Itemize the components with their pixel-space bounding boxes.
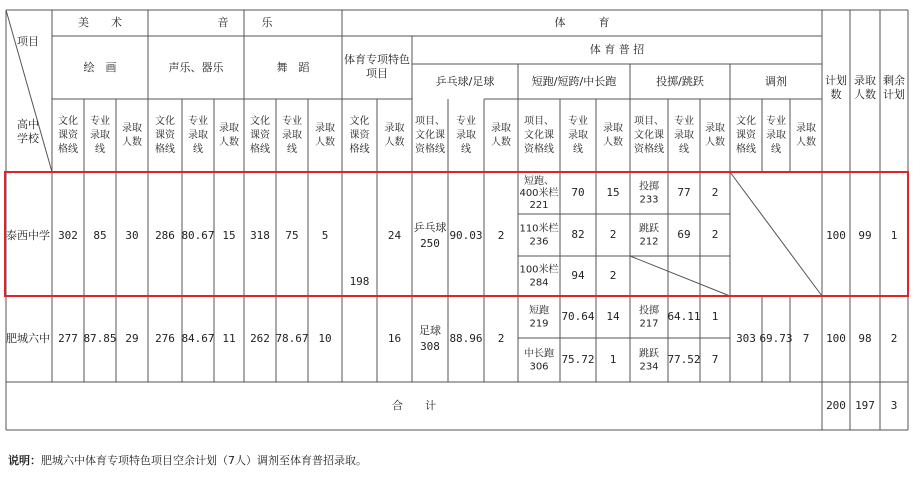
header-culture-line: 格线	[58, 144, 78, 155]
header-major-line: 录取	[568, 130, 588, 141]
item-cell: 234	[639, 361, 659, 373]
total-plan: 100	[826, 332, 846, 345]
score-cell: 276	[155, 332, 175, 345]
header-culture-line: 文化	[736, 116, 756, 127]
item-cell: 中长跑	[524, 348, 554, 360]
header-culture-line: 课资	[349, 130, 370, 141]
header-culture-line: 格线	[349, 144, 370, 155]
header-painting: 绘 画	[83, 61, 117, 74]
score-cell: 69.73	[759, 332, 793, 345]
total-remaining: 3	[890, 399, 898, 412]
table-grid	[6, 10, 908, 430]
header-count: 录取	[122, 123, 142, 134]
score-cell: 2	[609, 269, 617, 282]
score-cell: 77.52	[667, 353, 701, 366]
item-cell: 投掷	[639, 305, 659, 317]
header-count: 录取	[384, 123, 405, 134]
header-major-line: 专业	[766, 116, 786, 127]
header-count: 录取	[491, 123, 511, 134]
item-cell: 221	[529, 200, 549, 211]
score-cell: 64.11	[667, 310, 701, 323]
item-cell: 110米栏	[519, 223, 559, 235]
header-count: 录取	[603, 123, 623, 134]
total-plan: 200	[826, 399, 846, 412]
score-cell: 2	[711, 186, 719, 199]
total-remaining: 2	[890, 332, 898, 345]
item-cell: 233	[639, 194, 659, 206]
score-cell: 82	[571, 228, 585, 241]
header-school: 高中	[17, 118, 39, 131]
header-major-line: 专业	[568, 116, 588, 127]
header-major-line: 录取	[674, 130, 694, 141]
header-sports: 体 育	[554, 16, 610, 29]
score-cell: 14	[606, 310, 620, 323]
score-cell: 75	[285, 229, 299, 242]
score-cell: 88.96	[449, 332, 483, 345]
header-culture-line: 课资	[155, 130, 175, 141]
score-cell: 30	[125, 229, 139, 242]
header-admitted: 录取	[854, 74, 876, 87]
total-admitted: 99	[858, 229, 872, 242]
header-major-line: 录取	[90, 130, 110, 141]
header-major-line: 录取	[766, 130, 786, 141]
header-major-line: 专业	[456, 116, 476, 127]
footnote	[8, 452, 367, 468]
item-cell: 跳跃	[639, 223, 659, 235]
item-cell: 212	[639, 236, 659, 248]
header-count: 人数	[219, 137, 239, 148]
header-item-culture: 文化课	[634, 130, 664, 141]
header-music: 音 乐	[217, 16, 273, 29]
item-cell: 乒乓球	[413, 221, 447, 234]
item-cell: 219	[529, 318, 549, 330]
score-cell: 90.03	[449, 229, 483, 242]
header-major-line: 线	[95, 144, 105, 155]
header-count: 人数	[122, 137, 142, 148]
header-culture-line: 格线	[736, 144, 756, 155]
score-cell: 16	[387, 332, 402, 345]
header-culture-line: 课资	[58, 130, 78, 141]
table-cells	[6, 15, 905, 412]
header-dance: 舞 蹈	[276, 61, 310, 74]
header-special: 项目	[366, 67, 388, 80]
score-cell: 198	[349, 275, 370, 288]
header-count: 人数	[384, 137, 405, 148]
header-plan: 计划	[825, 74, 847, 87]
header-count: 录取	[315, 123, 335, 134]
score-cell: 7	[711, 353, 719, 366]
empty-diagonal	[630, 256, 730, 296]
item-cell: 100米栏	[519, 264, 559, 276]
score-cell: 84.67	[181, 332, 215, 345]
header-count: 人数	[491, 137, 511, 148]
header-remaining: 剩余	[883, 74, 905, 87]
header-major-line: 线	[771, 144, 781, 155]
header-major-line: 专业	[282, 116, 302, 127]
total-admitted: 197	[855, 399, 875, 412]
item-cell: 284	[529, 277, 549, 289]
score-cell: 24	[387, 229, 402, 242]
header-plan: 数	[830, 88, 842, 101]
header-major-line: 线	[573, 144, 583, 155]
score-cell: 75.72	[561, 353, 595, 366]
header-item-culture: 资格线	[415, 144, 445, 155]
score-cell: 29	[125, 332, 139, 345]
header-pingpong: 乒乓球/足球	[435, 75, 495, 88]
header-item-culture: 资格线	[634, 144, 664, 155]
score-cell: 85	[93, 229, 107, 242]
header-culture-line: 格线	[155, 144, 175, 155]
item-cell: 短跑	[529, 305, 549, 317]
header-item-culture: 文化课	[415, 130, 445, 141]
header-sprint: 短跑/短跨/中长跑	[531, 75, 617, 88]
score-cell: 69	[677, 228, 691, 241]
header-culture-line: 文化	[250, 116, 270, 127]
header-culture-line: 文化	[58, 116, 78, 127]
total-plan: 100	[826, 229, 846, 242]
header-major-line: 专业	[90, 116, 110, 127]
total-label: 合 计	[392, 399, 436, 412]
empty-diagonal	[730, 172, 822, 296]
footnote-label: 说明：	[8, 454, 41, 467]
header-throw: 投掷/跳跃	[656, 75, 704, 88]
header-culture-line: 文化	[155, 116, 175, 127]
header-major-line: 线	[287, 144, 297, 155]
item-cell: 投掷	[639, 181, 659, 193]
score-cell: 318	[250, 229, 270, 242]
header-major-line: 线	[193, 144, 203, 155]
header-count: 人数	[705, 137, 725, 148]
score-cell: 308	[420, 340, 440, 353]
header-culture-line: 课资	[736, 130, 756, 141]
score-cell: 7	[802, 332, 810, 345]
footnote-text: 肥城六中体育专项特色项目空余计划（7人）调剂至体育普招录取。	[41, 454, 367, 467]
header-school: 学校	[17, 132, 39, 145]
score-cell: 1	[609, 353, 617, 366]
header-item-culture: 项目、	[634, 116, 664, 127]
header-count: 人数	[315, 137, 335, 148]
header-major-line: 录取	[456, 130, 476, 141]
header-culture-line: 文化	[349, 116, 370, 127]
header-major-line: 录取	[188, 130, 208, 141]
score-cell: 11	[222, 332, 236, 345]
header-vocal: 声乐、器乐	[168, 61, 224, 74]
score-cell: 5	[321, 229, 329, 242]
item-cell: 400米栏	[519, 188, 559, 199]
header-art: 美 术	[78, 16, 122, 29]
item-cell: 足球	[419, 324, 441, 337]
header-admitted: 人数	[854, 88, 876, 101]
school-name-feicheng: 肥城六中	[6, 332, 50, 345]
item-cell: 306	[529, 361, 549, 373]
header-count: 录取	[219, 123, 239, 134]
score-cell: 77	[677, 186, 691, 199]
school-name-taixi: 泰西中学	[6, 229, 50, 242]
header-major-line: 线	[679, 144, 689, 155]
header-count: 录取	[796, 123, 816, 134]
score-cell: 2	[497, 229, 505, 242]
item-cell: 短跑、	[524, 176, 554, 187]
header-adjust: 调剂	[765, 75, 787, 88]
header-count: 人数	[603, 137, 623, 148]
score-cell: 10	[318, 332, 332, 345]
item-cell: 217	[639, 318, 659, 330]
header-item-culture: 文化课	[524, 130, 554, 141]
header-remaining: 计划	[883, 88, 905, 101]
header-count: 人数	[796, 137, 816, 148]
header-count: 录取	[705, 123, 725, 134]
score-cell: 2	[497, 332, 505, 345]
header-culture-line: 格线	[250, 144, 270, 155]
header-major-line: 录取	[282, 130, 302, 141]
item-cell: 跳跃	[639, 348, 659, 360]
header-project: 项目	[17, 35, 39, 48]
header-special: 体育专项特色	[344, 53, 410, 66]
score-cell: 78.67	[275, 332, 309, 345]
score-cell: 262	[250, 332, 270, 345]
total-admitted: 98	[858, 332, 872, 345]
score-cell: 94	[571, 269, 585, 282]
score-cell: 80.67	[181, 229, 215, 242]
score-cell: 250	[420, 237, 440, 250]
header-major-line: 专业	[188, 116, 208, 127]
header-culture-line: 课资	[250, 130, 270, 141]
header-item-culture: 项目、	[524, 116, 554, 127]
score-cell: 15	[606, 186, 620, 199]
header-item-culture: 项目、	[415, 116, 445, 127]
score-cell: 70	[571, 186, 585, 199]
score-cell: 302	[58, 229, 78, 242]
score-cell: 286	[155, 229, 175, 242]
header-major-line: 线	[461, 144, 471, 155]
score-cell: 277	[58, 332, 78, 345]
header-major-line: 专业	[674, 116, 694, 127]
score-cell: 87.85	[83, 332, 117, 345]
score-cell: 15	[222, 229, 236, 242]
score-cell: 2	[609, 228, 617, 241]
score-cell: 70.64	[561, 310, 595, 323]
score-cell: 2	[711, 228, 719, 241]
score-cell: 303	[736, 332, 756, 345]
header-item-culture: 资格线	[524, 144, 554, 155]
header-general: 体 育 普 招	[589, 43, 645, 56]
score-cell: 1	[711, 310, 719, 323]
total-remaining: 1	[890, 229, 898, 242]
item-cell: 236	[529, 236, 549, 248]
